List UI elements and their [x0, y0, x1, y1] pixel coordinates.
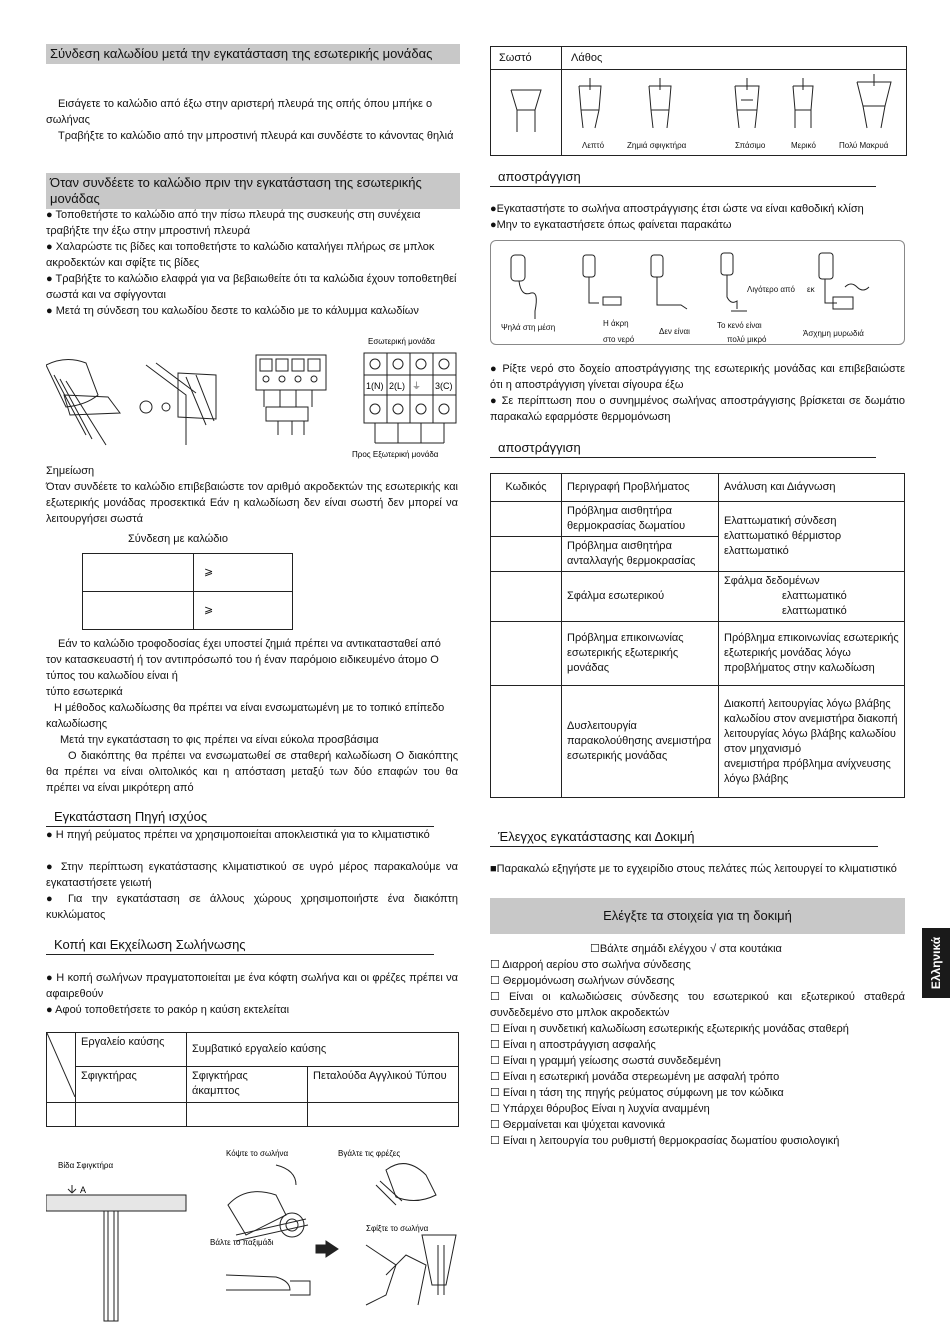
paragraph: Ο διακόπτης θα πρέπει να ενσωματωθεί σε σταθερή καλωδίωση Ο διακόπτης θα πρέπει να είναι ολιτολικός και η απόσταση μεταξύ των δύο επαφών του θα πρέπει να είναι μικρότερη από — [46, 750, 458, 794]
indoor-unit-label: Εσωτερική μονάδα — [368, 337, 435, 346]
diagnosis-cell: Διακοπή λειτουργίας λόγω βλάβης καλωδίου στον ανεμιστήρα διακοπή λειτουργίας λόγω βλάβης καλωδίου στον μηχανισμό ανεμιστήρα πρόβλημα ανίχνευσης λόγω βλάβης — [719, 686, 905, 798]
figure-label: A — [80, 1185, 87, 1195]
diagnosis-cell: Πρόβλημα επικοινωνίας εσωτερικής εξωτερικής μονάδας λόγω προβλήματος στην καλωδίωση — [719, 622, 905, 686]
flare-label: Ζημιά σφιγκτήρα — [627, 141, 687, 150]
bullet: ● Τοποθετήστε το καλώδιο από την πίσω πλευρά της συσκευής στη συνέχεια τραβήξτε την έξω στην μπροστινή πλευρά — [46, 209, 421, 237]
diagonal-cell — [47, 1033, 76, 1103]
wiring-illustration — [46, 335, 460, 460]
diagnosis-cell: Ελαττωματική σύνδεση ελαττωματικό θέρμιστορ ελαττωματικό — [719, 502, 905, 572]
terminal-label: 2(L) — [389, 381, 406, 391]
checklist-item[interactable]: ☐ Είναι η εσωτερική μονάδα στερεωμένη με ασφαλή τρόπο — [490, 1071, 780, 1083]
paragraph: Η μέθοδος καλωδίωσης θα πρέπει να είναι ενσωματωμένη με το τοπικό επίπεδο καλωδίωσης — [46, 702, 445, 730]
description-cell: Σφάλμα εσωτερικού — [562, 572, 719, 622]
drain-label: στο νερό — [603, 335, 635, 344]
note-title: Σημείωση — [46, 465, 95, 477]
checklist-item[interactable]: ☐ Είναι η αποστράγγιση ασφαλής — [490, 1039, 656, 1051]
checklist-item[interactable]: ☐ Είναι η συνδετική καλωδίωση εσωτερικής εξωτερικής μονάδας σταθερή — [490, 1023, 849, 1035]
table-header: Κωδικός — [491, 474, 562, 502]
figure-label: Βγάλτε τις φρέζες — [338, 1149, 401, 1158]
section-heading-wiring-after: Σύνδεση καλωδίου μετά την εγκατάσταση της εσωτερικής μονάδας — [46, 44, 460, 64]
description-cell: Δυσλειτουργία παρακολούθησης ανεμιστήρα εσωτερικής μονάδας — [562, 686, 719, 798]
cable-cell — [83, 592, 194, 630]
checklist-item[interactable]: ☐ Είναι η τάση της πηγής ρεύματος σύμφωνη με τον κώδικα — [490, 1087, 784, 1099]
paragraph: Τραβήξτε το καλώδιο από την μπροστινή πλευρά και συνδέστε το κάνοντας θηλιά — [58, 130, 454, 142]
cable-cell: ⩾ — [194, 592, 293, 630]
cable-cell: ⩾ — [194, 554, 293, 592]
checklist-item[interactable]: ☐ Είναι οι καλωδιώσεις σύνδεσης του εσωτερικού και εξωτερικού σταθερά συνδεδεμένο στο μπλοκ ακροδεκτών — [490, 991, 905, 1019]
table-header: Ανάλυση και Διάγνωση — [719, 474, 905, 502]
checkmark-instruction: ☐Βάλτε σημάδι ελέγχου √ στα κουτάκια — [590, 943, 782, 955]
error-code-table — [490, 473, 905, 798]
table-cell: Σφιγκτήρας άκαμπτος — [187, 1066, 308, 1102]
bullet: ● Τραβήξτε το καλώδιο ελαφρά για να βεβαιωθείτε ότι τα καλώδια έχουν τοποθετηθεί σωστά και να σφίγγονται — [46, 273, 457, 301]
section-heading-power: Εγκατάσταση Πηγή ισχύος — [46, 809, 434, 827]
bullet: ● Για την εγκατάσταση σε άλλους χώρους χρησιμοποιήστε ένα διακόπτη κυκλώματος — [46, 893, 458, 921]
flare-label: Σπάσιμο — [735, 141, 766, 150]
cable-table — [82, 553, 293, 630]
section-heading-troubleshooting: αποστράγγιση — [490, 440, 876, 458]
flare-quality-table — [490, 46, 907, 156]
bullet: ● Ρίξτε νερό στο δοχείο αποστράγγισης της εσωτερικής μονάδας και επιβεβαιώστε ότι η αποστράγγιση γίνεται σίγουρα έξω — [490, 363, 905, 391]
table-header: Περιγραφή Προβλήματος — [562, 474, 719, 502]
table-cell: Πεταλούδα Αγγλικού Τύπου — [308, 1066, 459, 1102]
figure-label: Βάλτε το παξιμάδι — [210, 1238, 274, 1247]
flare-label: Λεπτό — [582, 141, 605, 150]
table-cell: Συμβατικό εργαλείο καύσης — [187, 1033, 459, 1067]
flaring-illustration — [46, 1145, 460, 1325]
flare-label: Μερικό — [791, 141, 816, 150]
terminal-label: 1(N) — [366, 381, 384, 391]
figure-label: Σφίξτε το σωλήνα — [366, 1224, 429, 1233]
bullet: ●Μην το εγκαταστήσετε όπως φαίνεται παρακάτω — [490, 219, 732, 231]
code-cell — [491, 537, 562, 572]
code-cell — [491, 622, 562, 686]
flare-label: Πολύ Μακρυά — [839, 141, 889, 150]
bullet: ● Η κοπή σωλήνων πραγματοποιείται με ένα κόφτη σωλήνα και οι φρέζες πρέπει να αφαιρεθούν — [46, 972, 458, 1000]
checklist-item[interactable]: ☐ Είναι η λειτουργία του ρυθμιστή θερμοκρασίας δωματίου φυσιολογική — [490, 1135, 840, 1147]
drain-label: εκ — [807, 285, 815, 294]
figure-label: Βίδα Σφιγκτήρα — [58, 1161, 114, 1170]
diagnosis-cell — [719, 572, 905, 622]
terminal-label: ⏚ — [412, 381, 422, 391]
paragraph: τύπο εσωτερικά — [46, 686, 123, 698]
diagnosis-line: ελαττωματικό — [782, 590, 847, 602]
right-column — [490, 0, 905, 1344]
section-heading-wiring-before: Όταν συνδέετε το καλώδιο πριν την εγκατάσταση της εσωτερικής μονάδας — [46, 173, 460, 209]
checklist-item[interactable]: ☐ Θερμομόνωση σωλήνων σύνδεσης — [490, 975, 675, 987]
bullet: ● Σε περίπτωση που ο συνημμένος σωλήνας αποστράγγισης βρίσκεται σε δωμάτιο παρακαλώ εφαρμόστε θερμομόνωση — [490, 395, 905, 423]
drain-label: Η άκρη — [603, 319, 629, 328]
diagnosis-line: ελαττωματικό — [782, 605, 847, 617]
checklist-item[interactable]: ☐ Θερμαίνεται και ψύχεται κανονικά — [490, 1119, 666, 1131]
drain-label: Δεν είναι — [659, 327, 690, 336]
bullet: ● Χαλαρώστε τις βίδες και τοποθετήστε το καλώδιο καταλήγει πλήρως σε μπλοκ ακροδεκτών και σφίξτε τις βίδες — [46, 241, 435, 269]
table-cell: Εργαλείο καύσης — [76, 1033, 187, 1067]
outdoor-unit-label: Προς Εξωτερική μονάδα — [352, 450, 439, 459]
description-cell: Πρόβλημα αισθητήρα ανταλλαγής θερμοκρασίας — [562, 537, 719, 572]
diagnosis-line: Σφάλμα δεδομένων — [724, 575, 820, 587]
test-checklist-banner: Ελέγξτε τα στοιχεία για τη δοκιμή — [490, 898, 905, 934]
drainage-figure — [490, 240, 905, 345]
table-cell: Σφιγκτήρας — [76, 1066, 187, 1102]
checklist — [490, 957, 905, 1149]
paragraph: ■Παρακαλώ εξηγήστε με το εγχειρίδιο στους πελάτες πώς λειτουργεί το κλιματιστικό — [490, 863, 897, 875]
paragraph: Εισάγετε το καλώδιο από έξω στην αριστερή πλευρά της οπής όπου μπήκε ο σωλήνας — [46, 98, 433, 126]
paragraph: Εάν το καλώδιο τροφοδοσίας έχει υποστεί ζημιά πρέπει να αντικατασταθεί από τον κατασκευαστή ή τον αντιπρόσωπό του ή έναν παρόμοιο ειδικευμένο άτομο Ο τύπος του καλωδίου είναι ή — [46, 638, 441, 682]
left-column — [46, 0, 460, 1344]
diagonal-line — [47, 1033, 75, 1097]
paragraph: Μετά την εγκατάσταση το φις πρέπει να είναι εύκολα προσβάσιμα — [60, 734, 379, 746]
bullet: ● Η πηγή ρεύματος πρέπει να χρησιμοποιείται αποκλειστικά για το κλιματιστικό — [46, 829, 430, 841]
figure-label: Κόψτε το σωλήνα — [226, 1149, 289, 1158]
section-heading-check: Έλεγχος εγκατάστασης και Δοκιμή — [490, 829, 878, 847]
cable-cell — [83, 554, 194, 592]
flaring-tool-table — [46, 1032, 459, 1127]
drain-label: πολύ μικρό — [727, 335, 767, 344]
bullet: ● Μετά τη σύνδεση του καλωδίου δεστε το καλώδιο με το κάλυμμα καλωδίων — [46, 305, 419, 317]
checklist-item[interactable]: ☐ Είναι η γραμμή γείωσης σωστά συνδεδεμένη — [490, 1055, 721, 1067]
code-cell — [491, 572, 562, 622]
drain-label: Άσχημη μυρωδιά — [803, 329, 864, 338]
flare-shapes — [491, 70, 906, 140]
correct-label: Σωστό — [499, 52, 532, 64]
bullet: ● Στην περίπτωση εγκατάστασης κλιματιστικού σε υγρό μέρος παρακαλούμε να εγκαταστήσετε γειωτή — [46, 861, 458, 889]
terminal-label: 3(C) — [435, 381, 453, 391]
checklist-item[interactable]: ☐ Διαρροή αερίου στο σωλήνα σύνδεσης — [490, 959, 691, 971]
drain-label: Το κενό είναι — [717, 321, 762, 330]
wrong-label: Λάθος — [571, 52, 603, 64]
drain-label: Λιγότερο από — [747, 285, 795, 294]
language-tab — [922, 928, 950, 998]
section-heading-drainage: αποστράγγιση — [490, 169, 876, 187]
code-cell — [491, 686, 562, 798]
drain-label: Ψηλά στη μέση — [501, 323, 556, 332]
code-cell — [491, 502, 562, 537]
language-tab-label: Ελληνικά — [929, 936, 943, 990]
section-heading-pipe: Κοπή και Εκχείλωση Σωλήνωσης — [46, 937, 434, 955]
note-text: Όταν συνδέετε το καλώδιο επιβεβαιώστε τον αριθμό ακροδεκτών της εσωτερικής και εξωτερικής μονάδας προσεκτικά Εάν η καλωδίωση δεν είναι σωστή δεν μπορεί να λειτουργήσει σωστά — [46, 481, 458, 525]
bullet: ●Εγκαταστήστε το σωλήνα αποστράγγισης έτσι ώστε να είναι καθοδική κλίση — [490, 203, 864, 215]
bullet: ● Αφού τοποθετήσετε το ρακόρ η καύση εκτελείται — [46, 1004, 290, 1016]
description-cell: Πρόβλημα επικοινωνίας εσωτερικής εξωτερικής μονάδας — [562, 622, 719, 686]
cable-table-title: Σύνδεση με καλώδιο — [128, 533, 228, 545]
checklist-item[interactable]: ☐ Υπάρχει θόρυβος Είναι η λυχνία αναμμένη — [490, 1103, 710, 1115]
description-cell: Πρόβλημα αισθητήρα θερμοκρασίας δωματίου — [562, 502, 719, 537]
